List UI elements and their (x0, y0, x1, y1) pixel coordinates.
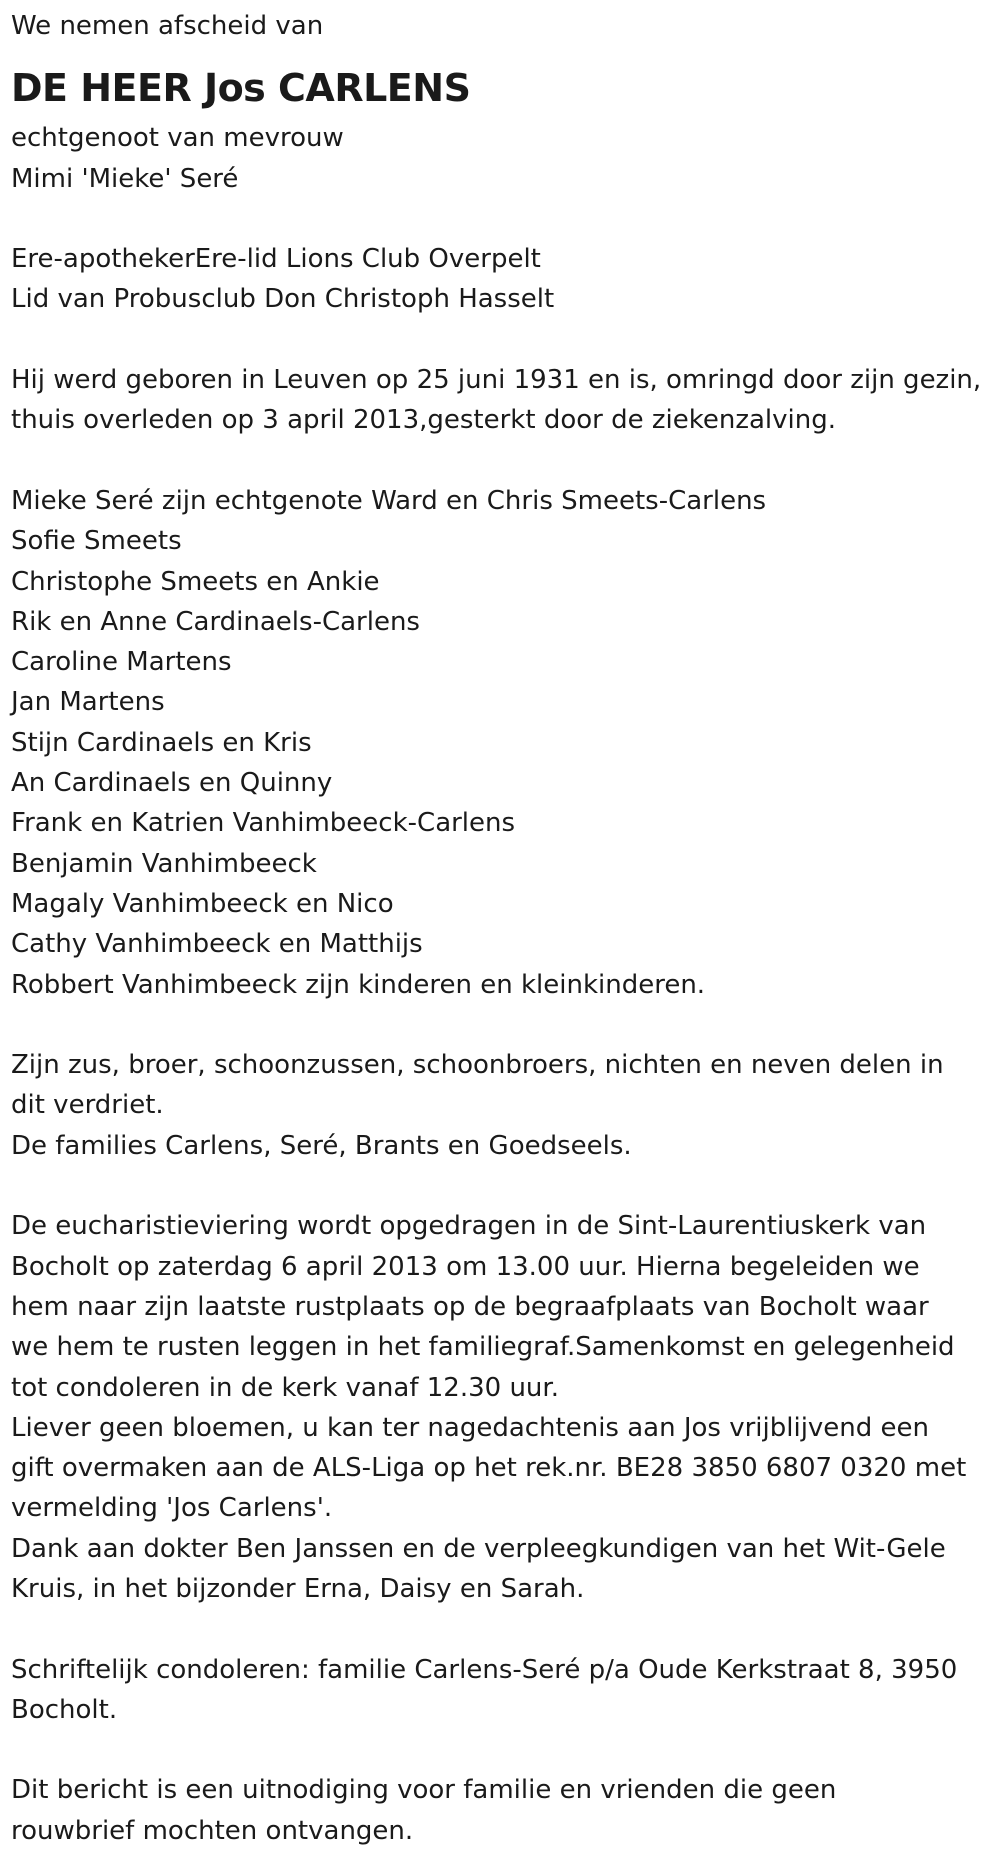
family-member: An Cardinaels en Quinny (11, 768, 333, 799)
spacer (11, 1005, 1000, 1045)
text-line: dit verdriet. (11, 1090, 164, 1121)
text-line: Bocholt op zaterdag 6 april 2013 om 13.00 uur. Hierna begeleiden we (11, 1251, 920, 1282)
spacer (11, 199, 1000, 239)
text-line: Mimi 'Mieke' Seré (11, 163, 239, 194)
family-member: Benjamin Vanhimbeeck (11, 848, 317, 879)
text-line: De families Carlens, Seré, Brants en Goedseels. (11, 1130, 632, 1161)
family-member: Christophe Smeets en Ankie (11, 566, 380, 597)
family-member: Magaly Vanhimbeeck en Nico (11, 888, 394, 919)
text-line: Dank aan dokter Ben Janssen en de verpleegkundigen van het Wit-Gele (11, 1533, 946, 1564)
family-member: Stijn Cardinaels en Kris (11, 727, 312, 758)
text-line: Liever geen bloemen, u kan ter nagedachtenis aan Jos vrijblijvend een (11, 1412, 930, 1443)
family-member: Sofie Smeets (11, 526, 182, 557)
family-member: Mieke Seré zijn echtgenote Ward en Chris Smeets-Carlens (11, 485, 767, 516)
text-line: Kruis, in het bijzonder Erna, Daisy en Sarah. (11, 1573, 585, 1604)
text-line: gift overmaken aan de ALS-Liga op het rek.nr. BE28 3850 6807 0320 met (11, 1453, 967, 1484)
family-member: Rik en Anne Cardinaels-Carlens (11, 606, 420, 637)
spacer (11, 1730, 1000, 1770)
text-line: Zijn zus, broer, schoonzussen, schoonbroers, nichten en neven delen in (11, 1050, 944, 1081)
service-block (11, 1206, 1000, 1609)
titles-block (11, 239, 1000, 320)
family-member: Caroline Martens (11, 647, 232, 678)
family-member: Frank en Katrien Vanhimbeeck-Carlens (11, 808, 516, 839)
text-line: Lid van Probusclub Don Christoph Hasselt (11, 284, 555, 315)
text-line: vermelding 'Jos Carlens'. (11, 1493, 333, 1524)
spacer (11, 441, 1000, 481)
family-list (11, 481, 1000, 1005)
birth-death-block (11, 360, 1000, 441)
spacer (11, 1166, 1000, 1206)
family-member: Jan Martens (11, 687, 165, 718)
text-line: Hij werd geboren in Leuven op 25 juni 1931 en is, omringd door zijn gezin, (11, 365, 982, 396)
text-line: Bocholt. (11, 1694, 118, 1725)
text-line: Dit bericht is een uitnodiging voor familie en vrienden die geen (11, 1775, 837, 1806)
text-line: rouwbrief mochten ontvangen. (11, 1815, 414, 1846)
footer-block (11, 1770, 1000, 1851)
spacer (11, 320, 1000, 360)
condolence-block (11, 1650, 1000, 1731)
text-line: Ere-apothekerEre-lid Lions Club Overpelt (11, 244, 541, 275)
spacer (11, 1609, 1000, 1649)
text-line: tot condoleren in de kerk vanaf 12.30 uur. (11, 1372, 559, 1403)
text-line: De eucharistieviering wordt opgedragen in de Sint-Laurentiuskerk van (11, 1211, 927, 1242)
text-line: hem naar zijn laatste rustplaats op de begraafplaats van Bocholt waar (11, 1291, 929, 1322)
relatives-block (11, 1045, 1000, 1166)
spouse-block (11, 118, 1000, 199)
text-line: Schriftelijk condoleren: familie Carlens-Seré p/a Oude Kerkstraat 8, 3950 (11, 1654, 958, 1685)
deceased-name: DE HEER Jos CARLENS (11, 66, 471, 111)
text-line: thuis overleden op 3 april 2013,gesterkt door de ziekenzalving. (11, 405, 836, 436)
intro-text: We nemen afscheid van (11, 11, 324, 41)
family-member: Robbert Vanhimbeeck zijn kinderen en kleinkinderen. (11, 969, 706, 1000)
family-member: Cathy Vanhimbeeck en Matthijs (11, 929, 423, 960)
text-line: we hem te rusten leggen in het familiegraf.Samenkomst en gelegenheid (11, 1332, 955, 1363)
text-line: echtgenoot van mevrouw (11, 123, 344, 154)
